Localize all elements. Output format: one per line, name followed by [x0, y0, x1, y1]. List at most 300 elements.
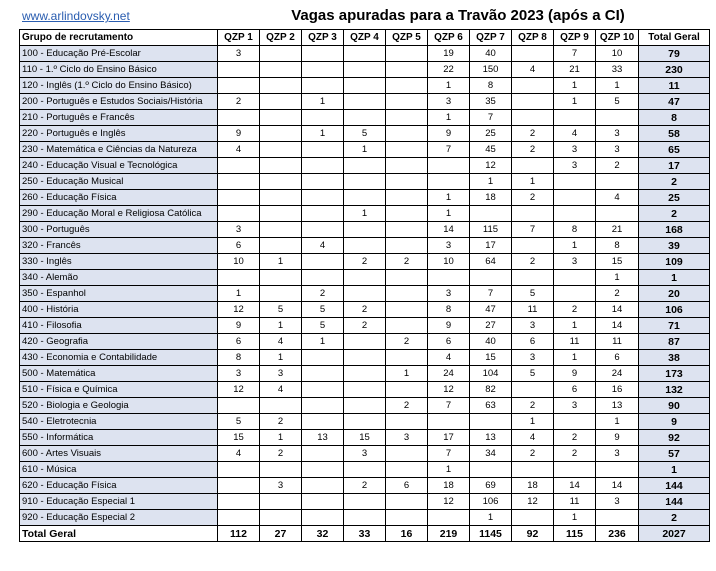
qzp6-cell: 7 — [428, 446, 470, 462]
qzp7-cell: 1 — [470, 510, 512, 526]
group-cell: 540 - Eletrotecnia — [20, 414, 218, 430]
qzp1-cell — [218, 462, 260, 478]
qzp2-cell — [260, 206, 302, 222]
qzp7-cell — [470, 206, 512, 222]
qzp2-cell: 5 — [260, 302, 302, 318]
qzp8-cell — [512, 158, 554, 174]
qzp9-cell: 2 — [554, 302, 596, 318]
qzp4-cell — [344, 238, 386, 254]
table-row — [20, 478, 710, 494]
group-cell: 100 - Educação Pré-Escolar — [20, 46, 218, 62]
row-total-cell: 25 — [639, 190, 710, 206]
qzp3-cell — [302, 46, 344, 62]
qzp1-cell — [218, 478, 260, 494]
row-total-cell: 132 — [639, 382, 710, 398]
qzp10-cell: 2 — [596, 158, 639, 174]
table-total-row — [20, 526, 710, 542]
column-header-total: Total Geral — [639, 30, 710, 46]
qzp10-cell: 3 — [596, 446, 639, 462]
qzp8-cell: 2 — [512, 190, 554, 206]
column-header-qzp7: QZP 7 — [470, 30, 512, 46]
qzp9-cell: 7 — [554, 46, 596, 62]
row-total-cell: 144 — [639, 494, 710, 510]
qzp4-cell — [344, 286, 386, 302]
qzp3-cell — [302, 158, 344, 174]
table-row — [20, 126, 710, 142]
qzp1-cell: 3 — [218, 46, 260, 62]
qzp3-cell — [302, 462, 344, 478]
qzp3-cell: 4 — [302, 238, 344, 254]
qzp1-cell — [218, 510, 260, 526]
qzp5-cell — [386, 158, 428, 174]
qzp6-cell — [428, 414, 470, 430]
group-cell: 420 - Geografia — [20, 334, 218, 350]
qzp10-cell: 11 — [596, 334, 639, 350]
qzp1-cell: 9 — [218, 318, 260, 334]
total-qzp7: 1145 — [470, 526, 512, 542]
qzp7-cell: 69 — [470, 478, 512, 494]
qzp5-cell — [386, 78, 428, 94]
qzp7-cell: 63 — [470, 398, 512, 414]
column-header-group: Grupo de recrutamento — [20, 30, 218, 46]
qzp5-cell — [386, 94, 428, 110]
table-row — [20, 190, 710, 206]
qzp9-cell: 1 — [554, 318, 596, 334]
table-row — [20, 398, 710, 414]
qzp3-cell — [302, 62, 344, 78]
qzp1-cell: 9 — [218, 126, 260, 142]
qzp9-cell: 2 — [554, 446, 596, 462]
qzp5-cell: 2 — [386, 254, 428, 270]
qzp2-cell — [260, 110, 302, 126]
qzp9-cell: 11 — [554, 334, 596, 350]
qzp8-cell: 2 — [512, 254, 554, 270]
qzp4-cell: 2 — [344, 254, 386, 270]
qzp8-cell: 2 — [512, 126, 554, 142]
row-total-cell: 90 — [639, 398, 710, 414]
qzp8-cell — [512, 46, 554, 62]
qzp3-cell — [302, 414, 344, 430]
table-row — [20, 366, 710, 382]
site-link[interactable]: www.arlindovsky.net — [22, 9, 130, 23]
qzp3-cell — [302, 446, 344, 462]
qzp1-cell: 2 — [218, 94, 260, 110]
qzp4-cell: 2 — [344, 478, 386, 494]
qzp8-cell — [512, 270, 554, 286]
qzp7-cell: 115 — [470, 222, 512, 238]
qzp1-cell: 12 — [218, 302, 260, 318]
qzp2-cell: 3 — [260, 478, 302, 494]
qzp1-cell: 1 — [218, 286, 260, 302]
qzp1-cell — [218, 62, 260, 78]
qzp10-cell: 14 — [596, 318, 639, 334]
qzp9-cell — [554, 206, 596, 222]
qzp5-cell — [386, 350, 428, 366]
row-total-cell: 92 — [639, 430, 710, 446]
group-cell: 220 - Português e Inglês — [20, 126, 218, 142]
group-cell: 200 - Português e Estudos Sociais/História — [20, 94, 218, 110]
qzp4-cell: 1 — [344, 206, 386, 222]
qzp7-cell: 8 — [470, 78, 512, 94]
qzp6-cell — [428, 174, 470, 190]
qzp9-cell — [554, 174, 596, 190]
qzp5-cell — [386, 190, 428, 206]
qzp7-cell — [470, 270, 512, 286]
group-cell: 110 - 1.º Ciclo do Ensino Básico — [20, 62, 218, 78]
qzp2-cell — [260, 158, 302, 174]
qzp1-cell: 3 — [218, 366, 260, 382]
group-cell: 610 - Música — [20, 462, 218, 478]
qzp2-cell — [260, 174, 302, 190]
group-cell: 210 - Português e Francês — [20, 110, 218, 126]
table-row — [20, 94, 710, 110]
group-cell: 510 - Física e Química — [20, 382, 218, 398]
qzp4-cell: 5 — [344, 126, 386, 142]
qzp7-cell: 82 — [470, 382, 512, 398]
qzp10-cell: 24 — [596, 366, 639, 382]
qzp8-cell: 5 — [512, 366, 554, 382]
qzp6-cell: 6 — [428, 334, 470, 350]
table-row — [20, 142, 710, 158]
row-total-cell: 57 — [639, 446, 710, 462]
qzp2-cell: 1 — [260, 318, 302, 334]
qzp2-cell: 4 — [260, 334, 302, 350]
qzp3-cell — [302, 190, 344, 206]
qzp6-cell: 1 — [428, 110, 470, 126]
qzp8-cell: 1 — [512, 174, 554, 190]
qzp4-cell — [344, 62, 386, 78]
qzp9-cell: 1 — [554, 78, 596, 94]
qzp2-cell: 1 — [260, 430, 302, 446]
qzp3-cell — [302, 222, 344, 238]
qzp1-cell — [218, 78, 260, 94]
qzp9-cell: 4 — [554, 126, 596, 142]
qzp9-cell: 1 — [554, 94, 596, 110]
row-total-cell: 144 — [639, 478, 710, 494]
table-row — [20, 286, 710, 302]
table-row — [20, 78, 710, 94]
qzp7-cell: 34 — [470, 446, 512, 462]
qzp10-cell: 2 — [596, 286, 639, 302]
qzp10-cell — [596, 462, 639, 478]
qzp3-cell — [302, 206, 344, 222]
qzp4-cell: 2 — [344, 318, 386, 334]
total-qzp10: 236 — [596, 526, 639, 542]
qzp3-cell: 2 — [302, 286, 344, 302]
qzp4-cell — [344, 78, 386, 94]
qzp7-cell: 13 — [470, 430, 512, 446]
qzp7-cell — [470, 462, 512, 478]
qzp1-cell: 4 — [218, 446, 260, 462]
qzp8-cell: 3 — [512, 350, 554, 366]
qzp5-cell — [386, 238, 428, 254]
group-cell: 620 - Educação Física — [20, 478, 218, 494]
qzp10-cell: 3 — [596, 494, 639, 510]
qzp6-cell: 3 — [428, 286, 470, 302]
qzp6-cell: 17 — [428, 430, 470, 446]
grand-total: 2027 — [639, 526, 710, 542]
qzp3-cell: 5 — [302, 302, 344, 318]
qzp5-cell — [386, 110, 428, 126]
total-qzp6: 219 — [428, 526, 470, 542]
qzp7-cell: 7 — [470, 110, 512, 126]
qzp3-cell: 13 — [302, 430, 344, 446]
qzp3-cell — [302, 478, 344, 494]
group-cell: 120 - Inglês (1.º Ciclo do Ensino Básico) — [20, 78, 218, 94]
qzp6-cell: 1 — [428, 78, 470, 94]
qzp6-cell: 1 — [428, 462, 470, 478]
group-cell: 410 - Filosofia — [20, 318, 218, 334]
qzp5-cell — [386, 286, 428, 302]
qzp4-cell — [344, 382, 386, 398]
qzp4-cell — [344, 270, 386, 286]
qzp5-cell — [386, 414, 428, 430]
qzp6-cell: 7 — [428, 398, 470, 414]
qzp7-cell — [470, 414, 512, 430]
qzp10-cell — [596, 110, 639, 126]
qzp9-cell: 1 — [554, 350, 596, 366]
total-qzp3: 32 — [302, 526, 344, 542]
qzp7-cell: 27 — [470, 318, 512, 334]
qzp2-cell: 3 — [260, 366, 302, 382]
table-row — [20, 158, 710, 174]
qzp1-cell — [218, 174, 260, 190]
qzp6-cell: 10 — [428, 254, 470, 270]
qzp5-cell — [386, 382, 428, 398]
table-row — [20, 494, 710, 510]
qzp7-cell: 45 — [470, 142, 512, 158]
qzp2-cell: 1 — [260, 350, 302, 366]
qzp5-cell — [386, 302, 428, 318]
qzp2-cell — [260, 142, 302, 158]
column-header-qzp6: QZP 6 — [428, 30, 470, 46]
qzp8-cell: 4 — [512, 430, 554, 446]
qzp10-cell: 16 — [596, 382, 639, 398]
qzp10-cell: 9 — [596, 430, 639, 446]
qzp5-cell — [386, 174, 428, 190]
qzp3-cell — [302, 254, 344, 270]
qzp2-cell — [260, 46, 302, 62]
table-row — [20, 446, 710, 462]
qzp2-cell — [260, 286, 302, 302]
qzp3-cell: 1 — [302, 334, 344, 350]
qzp10-cell: 14 — [596, 478, 639, 494]
qzp6-cell: 8 — [428, 302, 470, 318]
qzp2-cell — [260, 190, 302, 206]
column-header-qzp3: QZP 3 — [302, 30, 344, 46]
group-cell: 230 - Matemática e Ciências da Natureza — [20, 142, 218, 158]
qzp2-cell: 2 — [260, 446, 302, 462]
qzp6-cell — [428, 158, 470, 174]
qzp9-cell — [554, 286, 596, 302]
qzp10-cell: 4 — [596, 190, 639, 206]
table-row — [20, 510, 710, 526]
qzp3-cell — [302, 366, 344, 382]
column-header-qzp9: QZP 9 — [554, 30, 596, 46]
qzp2-cell — [260, 78, 302, 94]
qzp8-cell — [512, 462, 554, 478]
table-row — [20, 462, 710, 478]
row-total-cell: 65 — [639, 142, 710, 158]
qzp3-cell — [302, 350, 344, 366]
row-total-cell: 71 — [639, 318, 710, 334]
page-title: Vagas apuradas para a Travão 2023 (após a CI) — [291, 7, 625, 24]
column-header-qzp2: QZP 2 — [260, 30, 302, 46]
column-header-qzp1: QZP 1 — [218, 30, 260, 46]
qzp1-cell: 6 — [218, 238, 260, 254]
qzp10-cell: 3 — [596, 142, 639, 158]
qzp10-cell: 14 — [596, 302, 639, 318]
qzp3-cell — [302, 510, 344, 526]
qzp6-cell: 4 — [428, 350, 470, 366]
qzp8-cell: 4 — [512, 62, 554, 78]
row-total-cell: 1 — [639, 270, 710, 286]
table-row — [20, 174, 710, 190]
qzp9-cell: 8 — [554, 222, 596, 238]
qzp9-cell: 21 — [554, 62, 596, 78]
table-row — [20, 302, 710, 318]
row-total-cell: 39 — [639, 238, 710, 254]
qzp5-cell — [386, 318, 428, 334]
qzp6-cell: 18 — [428, 478, 470, 494]
qzp5-cell: 2 — [386, 398, 428, 414]
qzp8-cell: 3 — [512, 318, 554, 334]
qzp1-cell: 3 — [218, 222, 260, 238]
qzp6-cell: 14 — [428, 222, 470, 238]
qzp5-cell — [386, 62, 428, 78]
qzp8-cell: 1 — [512, 414, 554, 430]
qzp9-cell: 2 — [554, 430, 596, 446]
qzp6-cell: 7 — [428, 142, 470, 158]
qzp10-cell: 10 — [596, 46, 639, 62]
total-qzp5: 16 — [386, 526, 428, 542]
qzp4-cell — [344, 222, 386, 238]
row-total-cell: 109 — [639, 254, 710, 270]
row-total-cell: 2 — [639, 174, 710, 190]
qzp8-cell: 11 — [512, 302, 554, 318]
qzp1-cell: 6 — [218, 334, 260, 350]
table-row — [20, 222, 710, 238]
row-total-cell: 2 — [639, 510, 710, 526]
qzp1-cell — [218, 158, 260, 174]
qzp8-cell — [512, 206, 554, 222]
qzp9-cell: 14 — [554, 478, 596, 494]
qzp5-cell: 6 — [386, 478, 428, 494]
qzp8-cell: 5 — [512, 286, 554, 302]
group-cell: 290 - Educação Moral e Religiosa Católica — [20, 206, 218, 222]
row-total-cell: 9 — [639, 414, 710, 430]
qzp5-cell — [386, 510, 428, 526]
qzp7-cell: 106 — [470, 494, 512, 510]
group-cell: 340 - Alemão — [20, 270, 218, 286]
qzp2-cell — [260, 462, 302, 478]
qzp8-cell — [512, 382, 554, 398]
table-row — [20, 46, 710, 62]
group-cell: 320 - Francês — [20, 238, 218, 254]
qzp10-cell — [596, 206, 639, 222]
group-cell: 430 - Economia e Contabilidade — [20, 350, 218, 366]
qzp4-cell — [344, 110, 386, 126]
qzp7-cell: 1 — [470, 174, 512, 190]
qzp1-cell: 15 — [218, 430, 260, 446]
qzp3-cell — [302, 78, 344, 94]
qzp7-cell: 12 — [470, 158, 512, 174]
qzp2-cell — [260, 94, 302, 110]
qzp7-cell: 150 — [470, 62, 512, 78]
row-total-cell: 2 — [639, 206, 710, 222]
qzp8-cell: 2 — [512, 398, 554, 414]
row-total-cell: 47 — [639, 94, 710, 110]
qzp10-cell: 6 — [596, 350, 639, 366]
qzp9-cell: 6 — [554, 382, 596, 398]
qzp4-cell — [344, 46, 386, 62]
qzp6-cell: 1 — [428, 206, 470, 222]
group-cell: 600 - Artes Visuais — [20, 446, 218, 462]
qzp6-cell: 9 — [428, 126, 470, 142]
qzp5-cell — [386, 462, 428, 478]
group-cell: 920 - Educação Especial 2 — [20, 510, 218, 526]
qzp4-cell — [344, 494, 386, 510]
qzp2-cell — [260, 126, 302, 142]
qzp6-cell — [428, 270, 470, 286]
row-total-cell: 8 — [639, 110, 710, 126]
table-header-row — [20, 30, 710, 46]
qzp3-cell: 1 — [302, 94, 344, 110]
table-row — [20, 414, 710, 430]
qzp1-cell: 10 — [218, 254, 260, 270]
qzp7-cell: 17 — [470, 238, 512, 254]
row-total-cell: 173 — [639, 366, 710, 382]
qzp6-cell: 1 — [428, 190, 470, 206]
qzp2-cell — [260, 222, 302, 238]
table-row — [20, 206, 710, 222]
qzp10-cell: 21 — [596, 222, 639, 238]
row-total-cell: 17 — [639, 158, 710, 174]
qzp4-cell — [344, 366, 386, 382]
qzp9-cell: 1 — [554, 510, 596, 526]
qzp10-cell: 1 — [596, 414, 639, 430]
table-row — [20, 430, 710, 446]
total-qzp1: 112 — [218, 526, 260, 542]
qzp10-cell: 15 — [596, 254, 639, 270]
qzp8-cell — [512, 110, 554, 126]
qzp8-cell: 6 — [512, 334, 554, 350]
qzp1-cell: 8 — [218, 350, 260, 366]
qzp3-cell — [302, 398, 344, 414]
qzp2-cell — [260, 510, 302, 526]
column-header-qzp5: QZP 5 — [386, 30, 428, 46]
total-qzp2: 27 — [260, 526, 302, 542]
qzp10-cell: 33 — [596, 62, 639, 78]
qzp4-cell — [344, 462, 386, 478]
qzp9-cell — [554, 414, 596, 430]
qzp10-cell: 5 — [596, 94, 639, 110]
qzp10-cell: 3 — [596, 126, 639, 142]
qzp1-cell — [218, 270, 260, 286]
row-total-cell: 230 — [639, 62, 710, 78]
qzp5-cell — [386, 270, 428, 286]
qzp5-cell — [386, 206, 428, 222]
qzp5-cell — [386, 494, 428, 510]
row-total-cell: 58 — [639, 126, 710, 142]
qzp6-cell: 19 — [428, 46, 470, 62]
qzp3-cell — [302, 494, 344, 510]
qzp4-cell — [344, 190, 386, 206]
qzp10-cell: 13 — [596, 398, 639, 414]
qzp6-cell — [428, 510, 470, 526]
qzp10-cell — [596, 510, 639, 526]
total-row-label: Total Geral — [20, 526, 218, 542]
